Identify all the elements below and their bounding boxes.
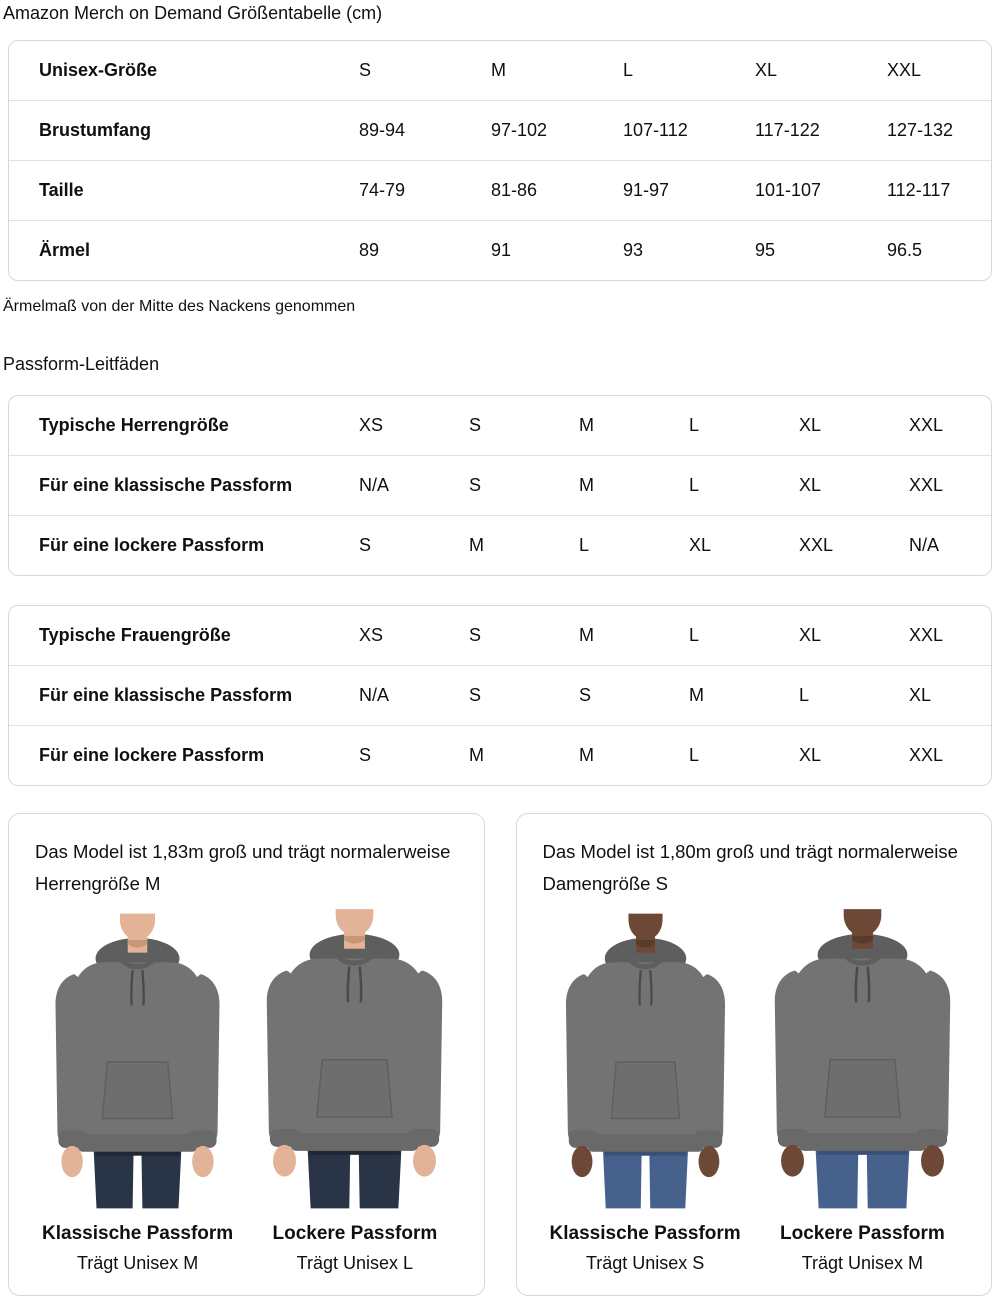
mens-fit-table	[8, 395, 992, 576]
table-cell: N/A	[359, 475, 390, 495]
table-cell: 89-94	[359, 120, 406, 140]
table-cell: XS	[359, 625, 384, 645]
table-cell: 97-102	[491, 120, 548, 140]
table-cell: M	[579, 625, 594, 645]
model-figure-loose-fit	[246, 910, 463, 1275]
table-cell: 93	[623, 240, 644, 260]
hoodie-model-photo	[546, 910, 745, 1212]
unisex-size-table	[8, 40, 992, 281]
row-label: Typische Frauengröße	[39, 625, 231, 645]
table-cell: 112-117	[887, 180, 951, 200]
fit-caption: Klassische Passform	[549, 1223, 741, 1244]
row-label: Brustumfang	[39, 120, 151, 140]
model-figures	[29, 910, 464, 1275]
worn-size-caption: Trägt Unisex L	[296, 1253, 414, 1273]
table-row	[9, 220, 991, 280]
model-figure-classic-fit	[29, 910, 246, 1275]
table-row	[9, 515, 991, 575]
table-cell: M	[689, 685, 704, 705]
row-label: Für eine klassische Passform	[39, 475, 293, 495]
table-cell: XL	[799, 625, 822, 645]
table-cell: S	[359, 745, 372, 765]
table-cell: L	[689, 415, 700, 435]
table-cell: 127-132	[887, 120, 954, 140]
table-cell: M	[469, 745, 484, 765]
table-cell: XXL	[909, 415, 944, 435]
table-cell: S	[469, 415, 482, 435]
table-cell: XL	[799, 745, 822, 765]
table-cell: XXL	[909, 625, 944, 645]
row-label: Taille	[39, 180, 84, 200]
row-label: Unisex-Größe	[39, 60, 158, 80]
table-cell: 95	[755, 240, 776, 260]
table-row	[9, 455, 991, 515]
table-cell: 91-97	[623, 180, 670, 200]
fit-guides-heading: Passform-Leitfäden	[3, 354, 160, 374]
table-cell: XS	[359, 415, 384, 435]
table-row	[9, 725, 991, 785]
table-cell: XL	[689, 535, 712, 555]
page-title: Amazon Merch on Demand Größentabelle (cm)	[3, 3, 383, 23]
table-cell: XXL	[799, 535, 834, 555]
table-cell: XXL	[909, 745, 944, 765]
table-row	[9, 160, 991, 220]
table-cell: M	[579, 475, 594, 495]
model-figure-classic-fit	[537, 910, 754, 1275]
table-row	[9, 665, 991, 725]
hoodie-model-photo	[245, 905, 464, 1212]
hoodie-model-graphic	[267, 909, 442, 1208]
fit-caption: Lockere Passform	[272, 1223, 438, 1244]
table-cell: S	[359, 535, 372, 555]
table-cell: XXL	[909, 475, 944, 495]
mens-model-card	[8, 813, 485, 1296]
model-intro-text: Das Model ist 1,83m groß und trägt normalerweise Herrengröße M	[35, 841, 451, 894]
table-cell: L	[689, 625, 700, 645]
table-cell: S	[469, 475, 482, 495]
table-cell: XL	[799, 415, 822, 435]
row-label: Für eine lockere Passform	[39, 745, 265, 765]
table-cell: 117-122	[755, 120, 820, 140]
table-cell: S	[359, 60, 372, 80]
womens-fit-table	[8, 605, 992, 786]
model-figure-loose-fit	[754, 910, 971, 1275]
worn-size-caption: Trägt Unisex M	[76, 1253, 199, 1273]
table-cell: M	[579, 745, 594, 765]
table-cell: S	[469, 685, 482, 705]
table-cell: N/A	[359, 685, 390, 705]
worn-size-caption: Trägt Unisex S	[585, 1253, 705, 1273]
table-cell: 107-112	[623, 120, 688, 140]
table-cell: 101-107	[755, 180, 822, 200]
table-cell: L	[689, 475, 700, 495]
womens-model-card	[516, 813, 993, 1296]
table-cell: 91	[491, 240, 512, 260]
fit-caption: Klassische Passform	[42, 1223, 234, 1244]
table-cell: L	[799, 685, 810, 705]
table-cell: M	[469, 535, 484, 555]
model-intro-text: Das Model ist 1,80m groß und trägt normalerweise Damengröße S	[542, 841, 958, 894]
row-label: Typische Herrengröße	[39, 415, 229, 435]
table-cell: 74-79	[359, 180, 406, 200]
table-cell: XL	[755, 60, 778, 80]
row-label: Ärmel	[39, 240, 91, 260]
model-cards	[8, 813, 992, 1296]
table-cell: 96.5	[887, 240, 923, 260]
table-row	[9, 100, 991, 160]
fit-caption: Lockere Passform	[780, 1223, 945, 1244]
table-row	[9, 41, 991, 100]
table-cell: S	[579, 685, 592, 705]
hoodie-model-photo	[753, 905, 972, 1212]
table-row	[9, 396, 991, 455]
table-cell: XL	[799, 475, 822, 495]
table-cell: XXL	[887, 60, 922, 80]
table-cell: 89	[359, 240, 380, 260]
row-label: Für eine lockere Passform	[39, 535, 265, 555]
model-figures	[537, 910, 972, 1275]
table-cell: N/A	[909, 535, 940, 555]
table-row	[9, 606, 991, 665]
hoodie-model-graphic	[56, 914, 220, 1209]
table-cell: XL	[909, 685, 932, 705]
table-cell: L	[689, 745, 700, 765]
table-cell: 81-86	[491, 180, 538, 200]
table-cell: L	[623, 60, 634, 80]
hoodie-model-graphic	[775, 909, 950, 1208]
row-label: Für eine klassische Passform	[39, 685, 293, 705]
sleeve-measure-note: Ärmelmaß von der Mitte des Nackens genommen	[3, 298, 356, 315]
hoodie-model-graphic	[566, 914, 725, 1209]
table-cell: M	[579, 415, 594, 435]
table-cell: S	[469, 625, 482, 645]
hoodie-model-photo	[35, 910, 240, 1212]
worn-size-caption: Trägt Unisex M	[801, 1253, 924, 1273]
table-cell: M	[491, 60, 506, 80]
table-cell: L	[579, 535, 590, 555]
